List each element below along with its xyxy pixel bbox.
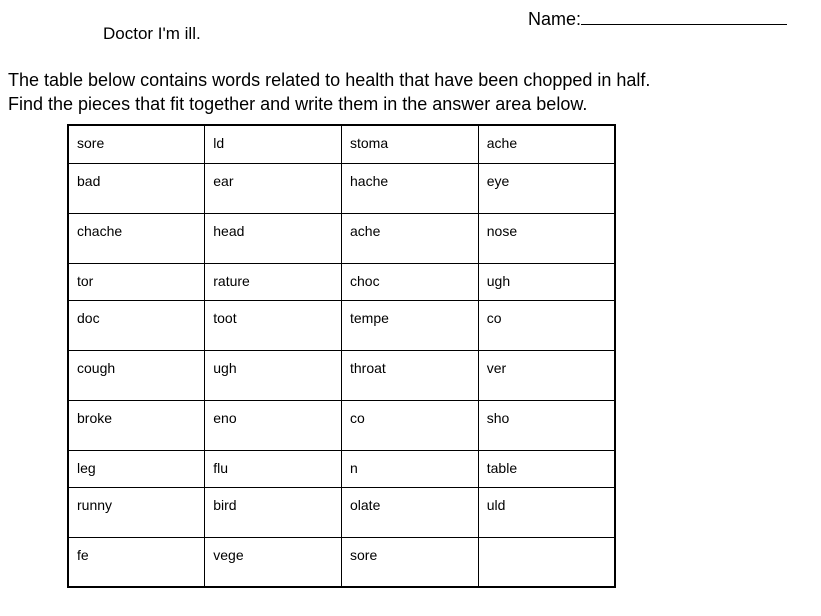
- table-cell: co: [478, 300, 615, 350]
- name-label: Name:: [528, 9, 582, 29]
- table-cell: table: [478, 450, 615, 487]
- table-cell: chache: [68, 213, 205, 263]
- table-cell: n: [342, 450, 479, 487]
- instructions-line-1: The table below contains words related to health that have been chopped in half.: [8, 70, 651, 90]
- table-row: [68, 263, 615, 300]
- instructions: [8, 68, 650, 116]
- table-cell: ache: [478, 125, 615, 163]
- name-blank-line[interactable]: [581, 6, 787, 25]
- table-cell: head: [205, 213, 342, 263]
- table-row: [68, 300, 615, 350]
- table-cell: fe: [68, 537, 205, 587]
- table-cell: vege: [205, 537, 342, 587]
- table-row: [68, 350, 615, 400]
- table-cell: tor: [68, 263, 205, 300]
- table-cell: choc: [342, 263, 479, 300]
- table-cell: uld: [478, 487, 615, 537]
- table-cell: hache: [342, 163, 479, 213]
- table-cell: flu: [205, 450, 342, 487]
- worksheet-title: Doctor I'm ill.: [103, 24, 201, 43]
- table-cell: tempe: [342, 300, 479, 350]
- table-cell: ear: [205, 163, 342, 213]
- table-cell: sore: [68, 125, 205, 163]
- table-cell: ld: [205, 125, 342, 163]
- table-cell: ugh: [478, 263, 615, 300]
- table-cell: broke: [68, 400, 205, 450]
- table-cell: runny: [68, 487, 205, 537]
- table-cell: stoma: [342, 125, 479, 163]
- name-field: [528, 6, 787, 30]
- table-cell: ugh: [205, 350, 342, 400]
- table-cell: co: [342, 400, 479, 450]
- table-cell: rature: [205, 263, 342, 300]
- table-cell: sore: [342, 537, 479, 587]
- table-row: [68, 400, 615, 450]
- table-cell: cough: [68, 350, 205, 400]
- table-cell: bird: [205, 487, 342, 537]
- table-cell: eno: [205, 400, 342, 450]
- table-cell: throat: [342, 350, 479, 400]
- table-cell: bad: [68, 163, 205, 213]
- table-cell: sho: [478, 400, 615, 450]
- table-row: [68, 487, 615, 537]
- table-cell: ache: [342, 213, 479, 263]
- table-cell: ver: [478, 350, 615, 400]
- table-cell: nose: [478, 213, 615, 263]
- instructions-line-2: Find the pieces that fit together and write them in the answer area below.: [8, 94, 588, 114]
- table-row: [68, 125, 615, 163]
- table-cell: doc: [68, 300, 205, 350]
- table-cell: toot: [205, 300, 342, 350]
- word-pieces-table: [67, 124, 616, 588]
- table-row: [68, 537, 615, 587]
- table-row: [68, 213, 615, 263]
- table-cell: leg: [68, 450, 205, 487]
- table-cell: eye: [478, 163, 615, 213]
- table-cell: olate: [342, 487, 479, 537]
- table-cell: [478, 537, 615, 587]
- table-row: [68, 163, 615, 213]
- table-row: [68, 450, 615, 487]
